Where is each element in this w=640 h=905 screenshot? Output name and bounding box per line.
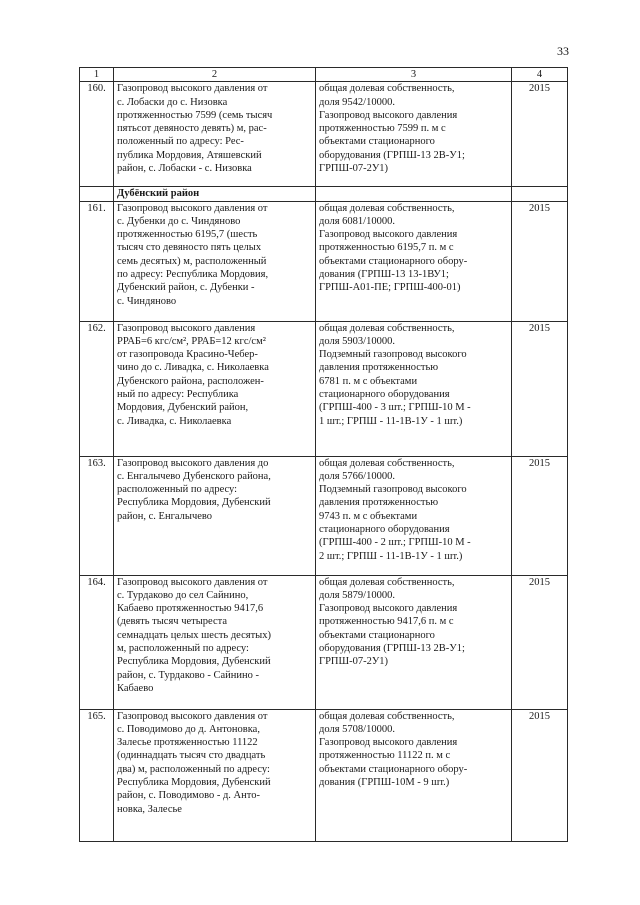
column-header: 4 [512,68,568,82]
description-line: пятьсот девяносто девять) м, рас- [117,123,267,135]
district-num-cell [80,187,114,201]
object-description [114,709,316,841]
ownership-line: Подземный газопровод высокого [319,484,467,496]
description-line: от газопровода Красино-Чебер- [117,349,258,361]
column-header-row [80,68,568,82]
column-header: 2 [114,68,316,82]
description-line: чино до с. Ливадка, с. Николаевка [117,362,269,374]
ownership-line: протяженностью 9417,6 п. м с [319,616,454,628]
ownership-line: 6781 п. м с объектами [319,375,418,387]
row-number: 164. [80,575,114,709]
ownership-line: давления протяженностью [319,362,439,374]
description-line: Газопровод высокого давления [117,322,256,334]
ownership-line: давления протяженностью [319,497,439,509]
ownership-line: стационарного оборудования [319,389,450,401]
registration-year: 2015 [512,575,568,709]
description-line: с. Ливадка, с. Николаевка [117,415,232,427]
ownership-line: Газопровод высокого давления [319,229,458,241]
district-right-cell [316,187,512,201]
page-number: 33 [557,44,569,58]
description-line: с. Турдаково до сел Сайнино, [117,589,249,601]
description-line: Газопровод высокого давления от [117,710,268,722]
description-line: Залесье протяженностью 11122 [117,737,258,749]
ownership-line: доля 5903/10000. [319,335,395,347]
ownership-line: объектами стационарного [319,136,435,148]
ownership-line: доля 5708/10000. [319,723,395,735]
description-line: с. Поводимово до д. Антоновка, [117,723,260,735]
ownership-line: общая долевая собственность, [319,457,455,469]
description-line: положенный по адресу: Рес- [117,136,244,148]
ownership-details [316,201,512,321]
description-line: м, расположенный по адресу: [117,643,249,655]
ownership-line: доля 5879/10000. [319,589,395,601]
description-line: семь десятых) м, расположенный [117,255,267,267]
table-row [80,321,568,456]
ownership-line: Подземный газопровод высокого [319,349,467,361]
description-line: Республика Мордовия, Дубенский [117,656,271,668]
registration-year: 2015 [512,321,568,456]
ownership-line: общая долевая собственность, [319,576,455,588]
description-line: РРАБ=6 кгс/см², РРАБ=12 кгс/см² [117,335,266,347]
registration-year: 2015 [512,709,568,841]
district-row [80,187,568,201]
ownership-line: (ГРПШ-400 - 2 шт.; ГРПШ-10 М - [319,537,471,549]
object-description [114,575,316,709]
description-line: Газопровод высокого давления от [117,83,268,95]
ownership-line: объектами стационарного обору- [319,763,468,775]
description-line: Дубенского района, расположен- [117,375,264,387]
description-line: протяженностью 6195,7 (шесть [117,229,258,241]
column-header: 3 [316,68,512,82]
description-line: с. Енгалычево Дубенского района, [117,470,271,482]
table-row [80,456,568,575]
ownership-line: 2 шт.; ГРПШ - 11-1В-1У - 1 шт.) [319,550,463,562]
table-row [80,82,568,187]
ownership-details [316,321,512,456]
description-line: район, с. Турдаково - Сайнино - [117,669,260,681]
object-description [114,321,316,456]
property-register-table [79,67,568,842]
table-body [80,68,568,842]
ownership-line: общая долевая собственность, [319,202,455,214]
row-number: 163. [80,456,114,575]
description-line: Республика Мордовия, Дубенский [117,777,271,789]
description-line: (девять тысяч четыреста [117,616,227,628]
ownership-details [316,82,512,187]
description-line: с. Дубенки до с. Чиндяново [117,215,241,227]
ownership-line: ГРПШ-07-2У1) [319,656,389,668]
row-number: 160. [80,82,114,187]
description-line: Республика Мордовия, Дубенский [117,497,271,509]
object-description [114,82,316,187]
description-line: район, с. Лобаски - с. Низовка [117,163,252,175]
ownership-line: объектами стационарного обору- [319,255,468,267]
description-line: публика Мордовия, Атяшевский [117,149,262,161]
ownership-line: протяженностью 7599 п. м с [319,123,446,135]
description-line: Кабаево [117,682,154,694]
description-line: Дубенский район, с. Дубенки - [117,282,255,294]
ownership-line: 1 шт.; ГРПШ - 11-1В-1У - 1 шт.) [319,415,463,427]
ownership-details [316,575,512,709]
description-line: (одиннадцать тысяч сто двадцать [117,750,266,762]
object-description [114,456,316,575]
ownership-line: ГРПШ-07-2У1) [319,163,389,175]
row-number: 162. [80,321,114,456]
ownership-line: Газопровод высокого давления [319,737,458,749]
ownership-line: объектами стационарного [319,629,435,641]
ownership-line: доля 6081/10000. [319,215,395,227]
description-line: район, с. Енгалычево [117,510,213,522]
ownership-line: общая долевая собственность, [319,710,455,722]
ownership-line: дования (ГРПШ-10М - 9 шт.) [319,777,450,789]
object-description [114,201,316,321]
table-row [80,575,568,709]
ownership-line: доля 5766/10000. [319,470,395,482]
row-number: 161. [80,201,114,321]
description-line: Кабаево протяженностью 9417,6 [117,603,264,615]
ownership-line: протяженностью 6195,7 п. м с [319,242,454,254]
ownership-line: стационарного оборудования [319,524,450,536]
ownership-line: общая долевая собственность, [319,83,455,95]
ownership-line: ГРПШ-А01-ПЕ; ГРПШ-400-01) [319,282,461,294]
column-header: 1 [80,68,114,82]
ownership-line: протяженностью 11122 п. м с [319,750,451,762]
district-year-cell [512,187,568,201]
description-line: ный по адресу: Республика [117,389,239,401]
ownership-line: доля 9542/10000. [319,96,395,108]
description-line: с. Чиндяново [117,295,177,307]
ownership-line: общая долевая собственность, [319,322,455,334]
ownership-line: оборудования (ГРПШ-13 2В-У1; [319,149,465,161]
table-row [80,201,568,321]
row-number: 165. [80,709,114,841]
ownership-line: 9743 п. м с объектами [319,510,418,522]
table-row [80,709,568,841]
description-line: расположенный по адресу: [117,484,238,496]
ownership-line: (ГРПШ-400 - 3 шт.; ГРПШ-10 М - [319,402,471,414]
registration-year: 2015 [512,456,568,575]
description-line: новка, Залесье [117,803,182,815]
ownership-line: дования (ГРПШ-13 13-1ВУ1; [319,269,449,281]
description-line: семнадцать целых шесть десятых) [117,629,271,641]
description-line: Мордовия, Дубенский район, [117,402,249,414]
registration-year: 2015 [512,201,568,321]
ownership-line: Газопровод высокого давления [319,109,458,121]
ownership-line: Газопровод высокого давления [319,603,458,615]
ownership-details [316,456,512,575]
registration-year: 2015 [512,82,568,187]
district-heading: Дубёнский район [114,187,316,201]
description-line: тысяч сто девяносто пять целых [117,242,262,254]
description-line: протяженностью 7599 (семь тысяч [117,109,273,121]
ownership-line: оборудования (ГРПШ-13 2В-У1; [319,643,465,655]
description-line: Газопровод высокого давления до [117,457,269,469]
description-line: с. Лобаски до с. Низовка [117,96,228,108]
ownership-details [316,709,512,841]
description-line: Газопровод высокого давления от [117,576,268,588]
description-line: Газопровод высокого давления от [117,202,268,214]
description-line: по адресу: Республика Мордовия, [117,269,269,281]
description-line: район, с. Поводимово - д. Анто- [117,790,260,802]
description-line: два) м, расположенный по адресу: [117,763,270,775]
